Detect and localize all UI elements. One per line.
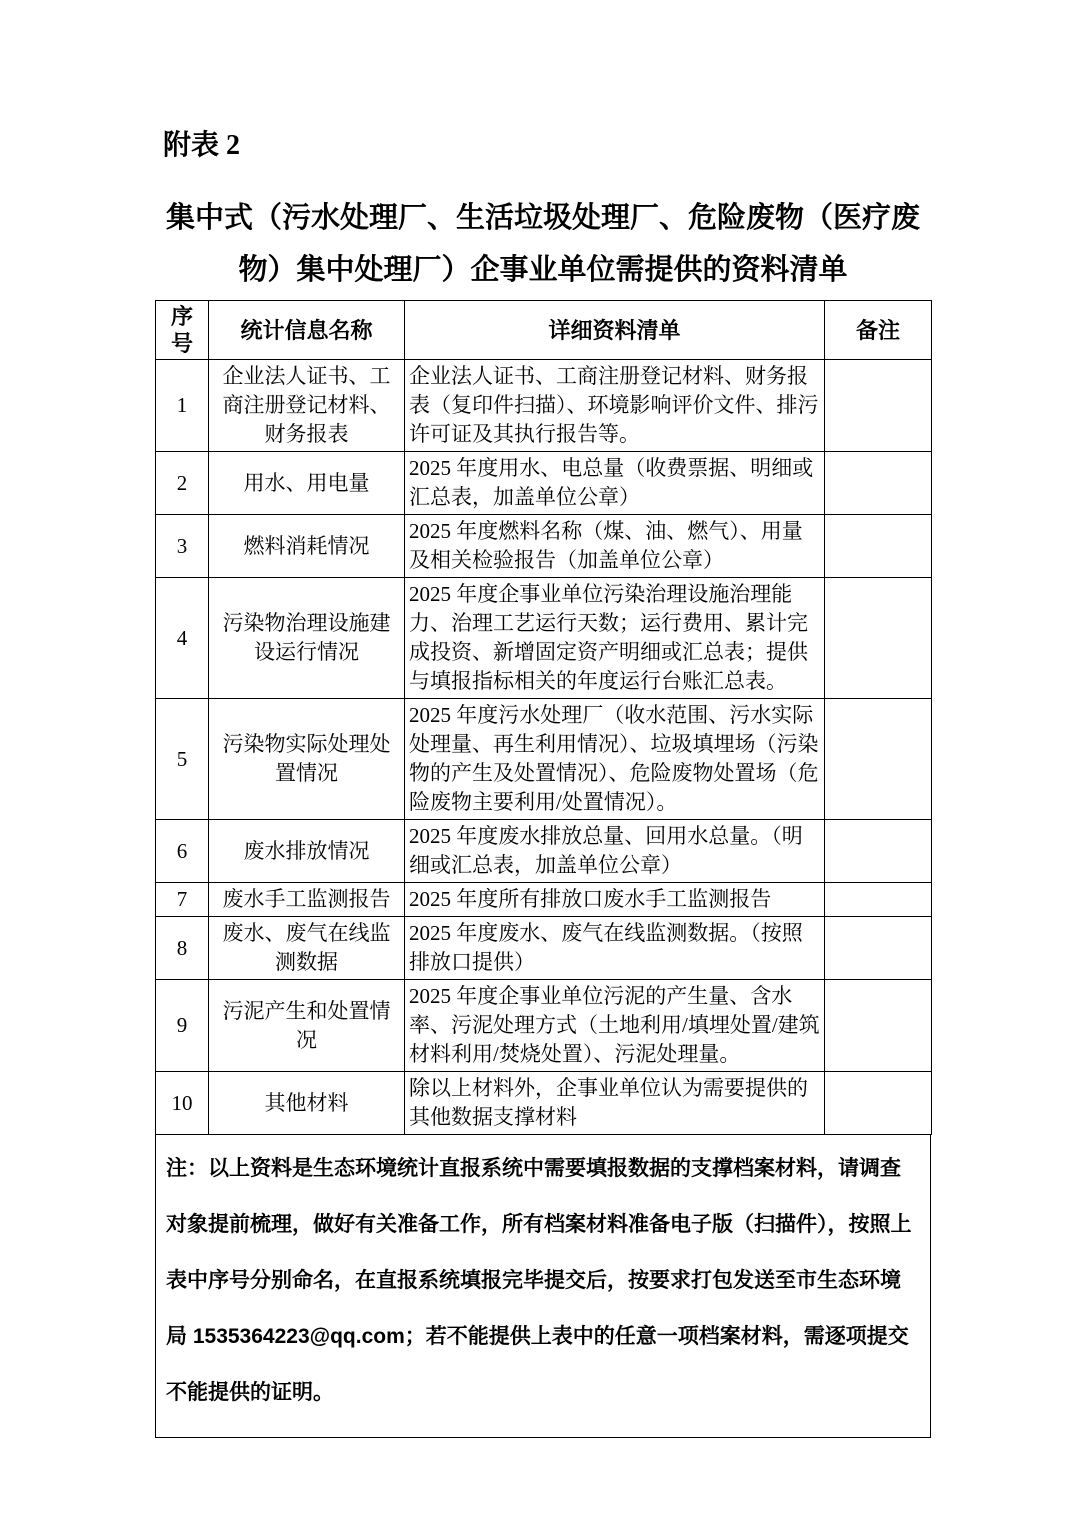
- row-name: 废水排放情况: [209, 820, 405, 883]
- row-remark: [825, 578, 932, 699]
- row-serial: 3: [156, 515, 209, 578]
- row-remark: [825, 980, 932, 1072]
- row-name: 其他材料: [209, 1072, 405, 1135]
- row-details: 2025 年度污水处理厂（收水范围、污水实际处理量、再生利用情况）、垃圾填埋场（污染物的产生及处置情况）、危险废物处置场（危险废物主要利用/处置情况）。: [405, 699, 825, 820]
- table-row: [156, 578, 932, 699]
- row-remark: [825, 360, 932, 452]
- row-serial: 9: [156, 980, 209, 1072]
- appendix-label: 附表 2: [163, 130, 241, 161]
- table-row: [156, 883, 932, 917]
- row-remark: [825, 452, 932, 515]
- row-details: 2025 年度废水排放总量、回用水总量。（明细或汇总表，加盖单位公章）: [405, 820, 825, 883]
- row-name: 污染物实际处理处置情况: [209, 699, 405, 820]
- row-details: 企业法人证书、工商注册登记材料、财务报表（复印件扫描）、环境影响评价文件、排污许可证及其执行报告等。: [405, 360, 825, 452]
- row-serial: 2: [156, 452, 209, 515]
- row-serial: 4: [156, 578, 209, 699]
- row-serial: 10: [156, 1072, 209, 1135]
- header-remark: 备注: [825, 301, 932, 360]
- row-remark: [825, 917, 932, 980]
- row-serial: 1: [156, 360, 209, 452]
- row-details: 2025 年度燃料名称（煤、油、燃气）、用量及相关检验报告（加盖单位公章）: [405, 515, 825, 578]
- row-remark: [825, 883, 932, 917]
- row-remark: [825, 820, 932, 883]
- row-serial: 7: [156, 883, 209, 917]
- row-name: 企业法人证书、工商注册登记材料、财务报表: [209, 360, 405, 452]
- header-serial-number: 序号: [156, 301, 209, 360]
- document-heading: [155, 192, 931, 296]
- row-name: 废水、废气在线监测数据: [209, 917, 405, 980]
- row-details: 除以上材料外，企事业单位认为需要提供的其他数据支撑材料: [405, 1072, 825, 1135]
- table-row: [156, 699, 932, 820]
- document-heading-line2: 物）集中处理厂）企事业单位需提供的资料清单: [238, 254, 848, 286]
- row-serial: 6: [156, 820, 209, 883]
- document-heading-line1: 集中式（污水处理厂、生活垃圾处理厂、危险废物（医疗废: [165, 202, 920, 234]
- row-remark: [825, 1072, 932, 1135]
- row-name: 燃料消耗情况: [209, 515, 405, 578]
- table-row: [156, 917, 932, 980]
- header-statistic-info-name: 统计信息名称: [209, 301, 405, 360]
- table-row: [156, 1072, 932, 1135]
- row-name: 废水手工监测报告: [209, 883, 405, 917]
- row-details: 2025 年度企事业单位污泥的产生量、含水率、污泥处理方式（土地利用/填埋处置/建筑材料利用/焚烧处置）、污泥处理量。: [405, 980, 825, 1072]
- row-details: 2025 年度用水、电总量（收费票据、明细或汇总表，加盖单位公章）: [405, 452, 825, 515]
- table-row: [156, 360, 932, 452]
- row-name: 污泥产生和处置情况: [209, 980, 405, 1072]
- row-details: 2025 年度所有排放口废水手工监测报告: [405, 883, 825, 917]
- row-serial: 8: [156, 917, 209, 980]
- materials-table: [155, 300, 932, 1135]
- row-remark: [825, 699, 932, 820]
- header-detailed-material-list: 详细资料清单: [405, 301, 825, 360]
- row-name: 污染物治理设施建设运行情况: [209, 578, 405, 699]
- table-row: [156, 515, 932, 578]
- table-header-row: [156, 301, 932, 360]
- row-details: 2025 年度企事业单位污染治理设施治理能力、治理工艺运行天数；运行费用、累计完成投资、新增固定资产明细或汇总表；提供与填报指标相关的年度运行台账汇总表。: [405, 578, 825, 699]
- table-row: [156, 452, 932, 515]
- row-serial: 5: [156, 699, 209, 820]
- row-remark: [825, 515, 932, 578]
- row-details: 2025 年度废水、废气在线监测数据。（按照排放口提供）: [405, 917, 825, 980]
- footnote: 注：以上资料是生态环境统计直报系统中需要填报数据的支撑档案材料，请调查对象提前梳理，做好有关准备工作，所有档案材料准备电子版（扫描件），按照上表中序号分别命名，在直报系统填报完毕提交后，按要求打包发送至市生态环境局 1535364223@qq.com；若不能提供上表中的任意一项档案材料，需逐项提交不能提供的证明。: [155, 1134, 931, 1438]
- table-row: [156, 980, 932, 1072]
- table-row: [156, 820, 932, 883]
- document-body: [155, 128, 931, 1438]
- row-name: 用水、用电量: [209, 452, 405, 515]
